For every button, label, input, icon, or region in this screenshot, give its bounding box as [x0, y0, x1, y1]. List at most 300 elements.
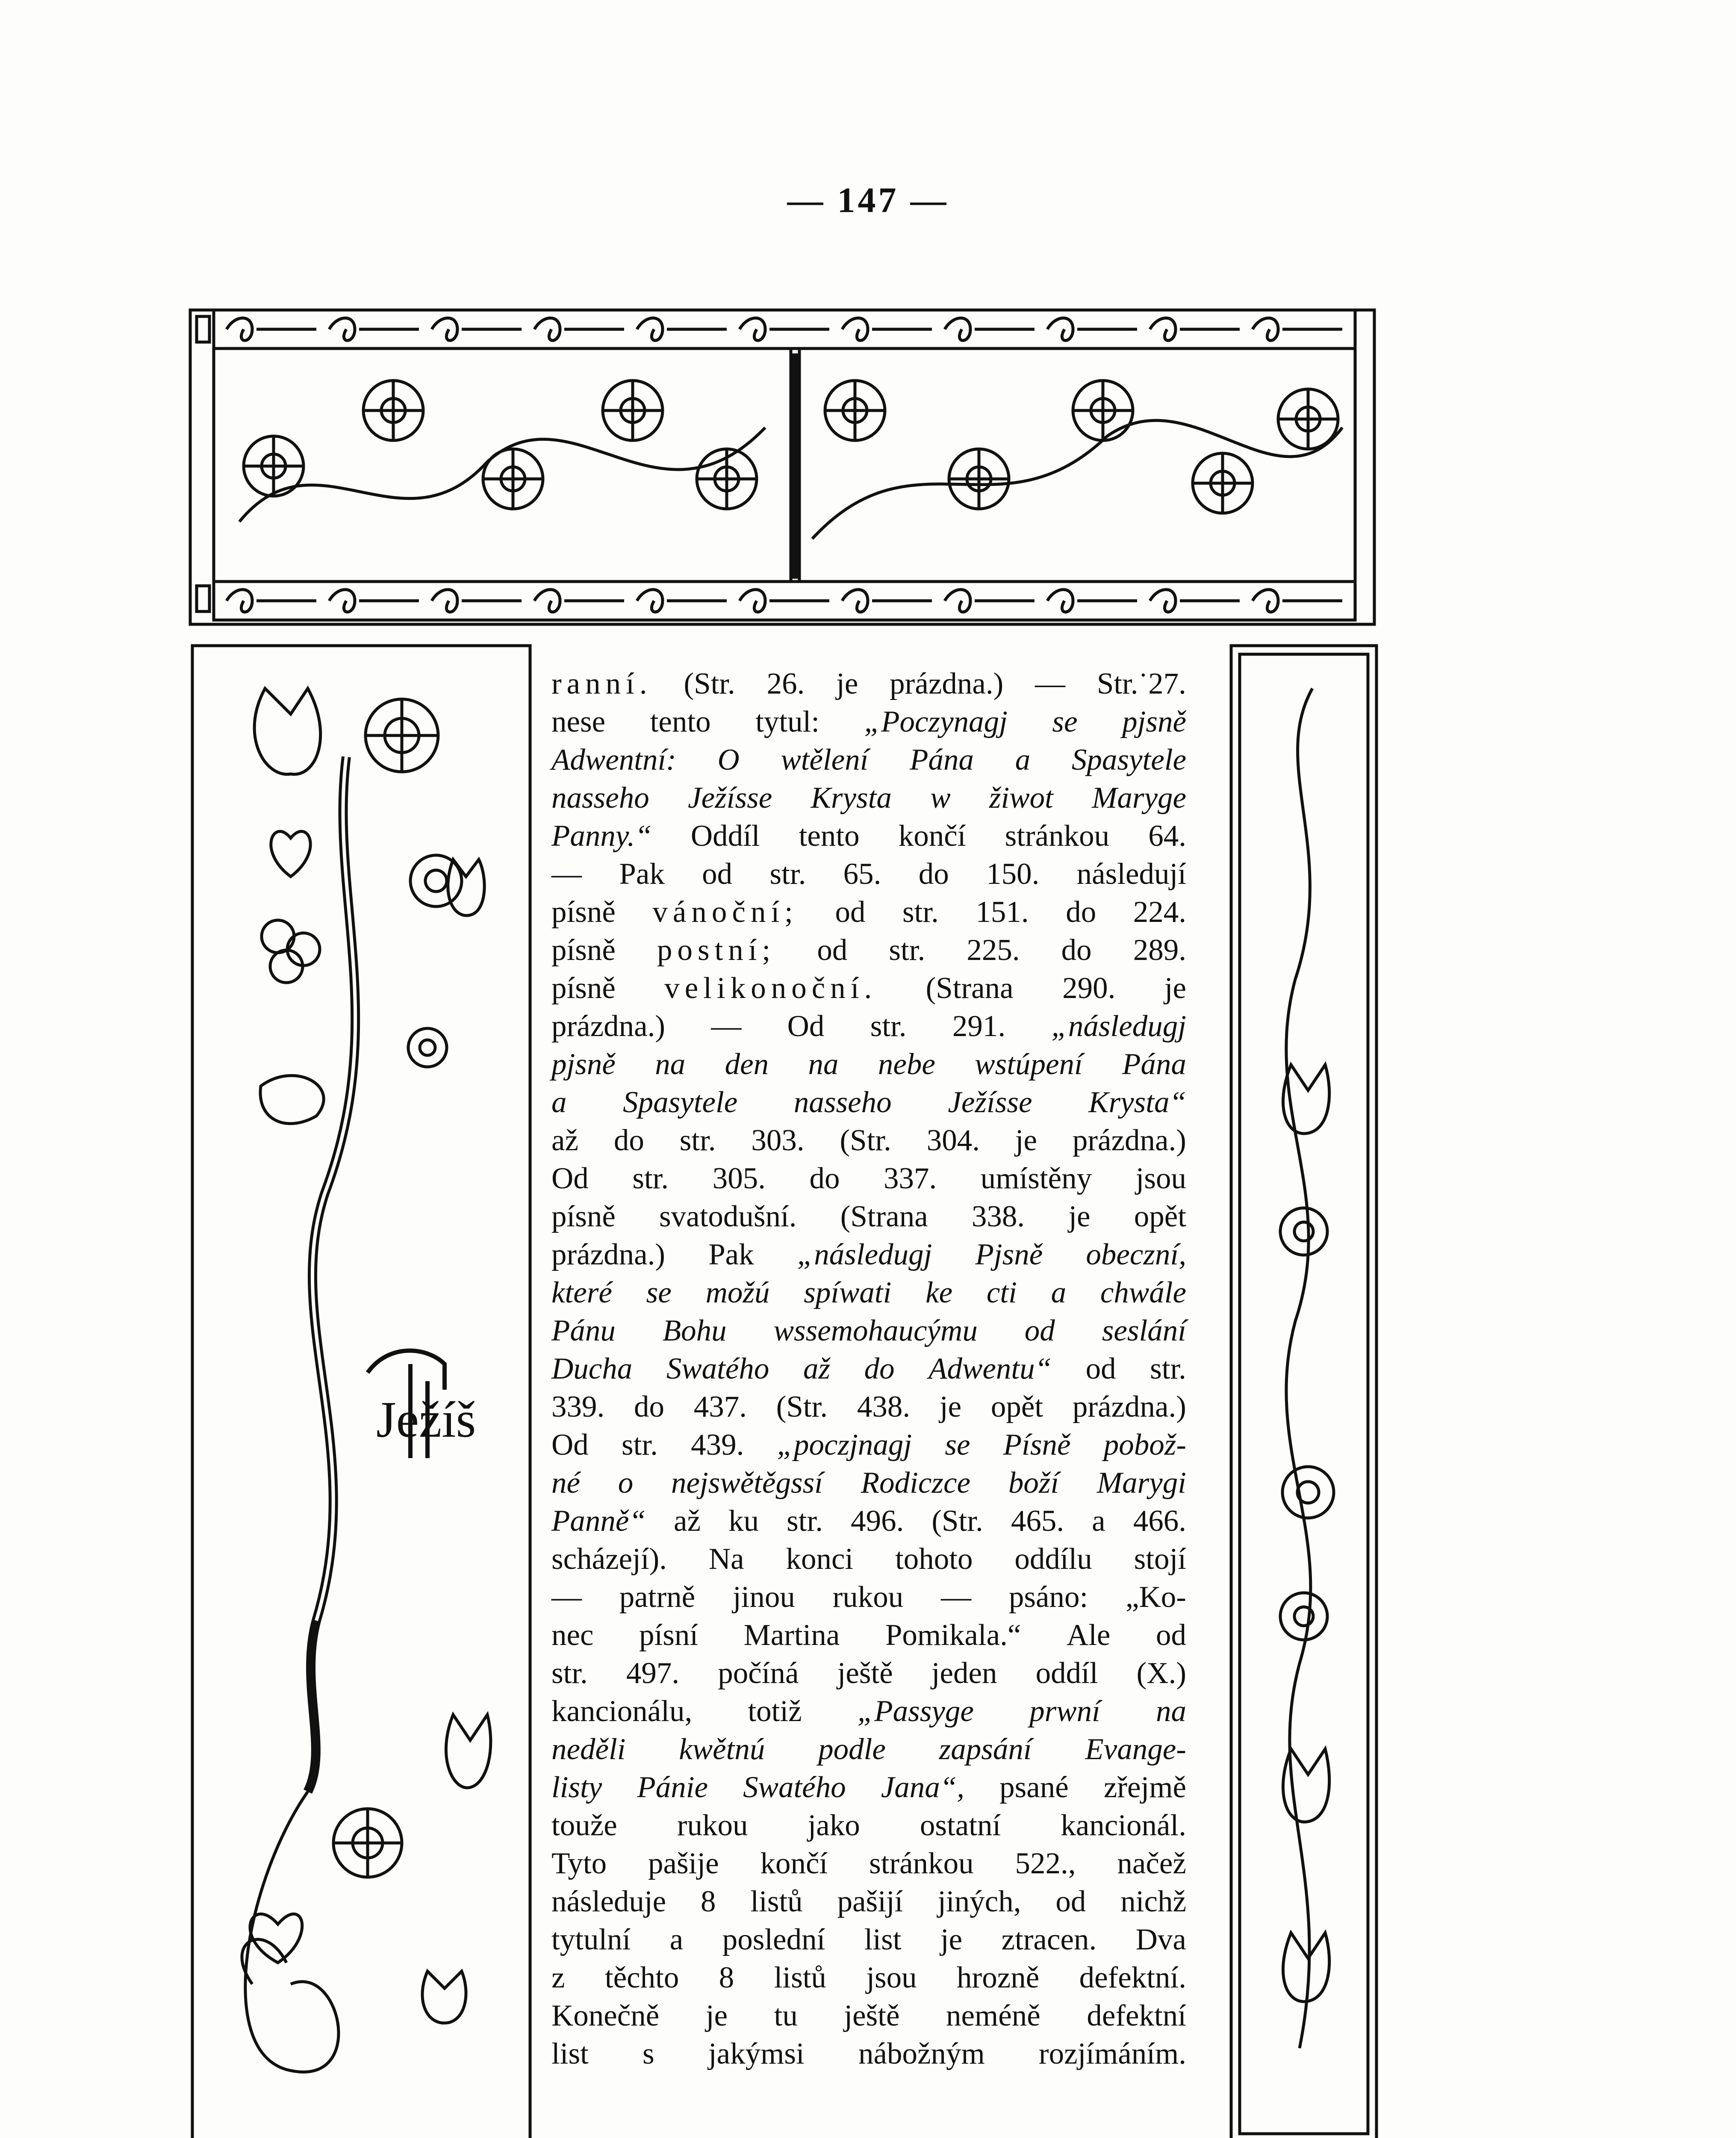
- word: písně: [551, 895, 616, 929]
- word: od: [835, 895, 866, 929]
- text-line: [551, 1883, 1186, 1921]
- word: Marygi: [1096, 1466, 1186, 1500]
- word: 150.: [986, 857, 1040, 891]
- word: podle: [818, 1733, 886, 1766]
- word: nasseho: [551, 781, 649, 815]
- word: Pomikala.“: [885, 1618, 1021, 1652]
- text-line: [551, 969, 1186, 1007]
- scroll-icon: [432, 590, 522, 612]
- word: „následugj: [797, 1238, 932, 1271]
- word: Str.˙27.: [1096, 667, 1186, 700]
- square-corner-icon: [197, 586, 209, 611]
- text-line: [551, 855, 1186, 893]
- scroll-icon: [637, 590, 727, 612]
- word: Swatého: [743, 1771, 846, 1804]
- text-line: [551, 1654, 1186, 1692]
- word: až: [551, 1124, 579, 1157]
- word: Jana“,: [881, 1771, 965, 1804]
- word: do: [1061, 933, 1092, 967]
- text-line: [551, 1769, 1186, 1807]
- word: Oddíl: [690, 819, 760, 853]
- word: jsou: [1135, 1162, 1186, 1195]
- word: jeden: [931, 1657, 997, 1690]
- word: Krysta: [811, 781, 892, 815]
- word: jako: [808, 1809, 860, 1842]
- word: 438.: [857, 1390, 911, 1423]
- word: do: [864, 1352, 895, 1385]
- text-line: [551, 1388, 1186, 1426]
- word: je: [1068, 1200, 1091, 1233]
- scroll-icon: [1150, 590, 1240, 612]
- word: jakýmsi: [708, 2037, 805, 2070]
- word: wssemohaucýmu: [773, 1314, 978, 1347]
- word: se: [1052, 705, 1078, 738]
- word: defektní: [1087, 1999, 1186, 2032]
- text-line: [551, 1084, 1186, 1122]
- word: obeczní,: [1086, 1238, 1186, 1271]
- word: boží: [1008, 1466, 1059, 1500]
- word: (Str.: [776, 1390, 828, 1423]
- word: tento: [799, 819, 860, 853]
- tulip-icon: [603, 381, 663, 440]
- text-line: [551, 1616, 1186, 1654]
- word: Od: [551, 1162, 589, 1195]
- word: stránkou: [1005, 819, 1110, 853]
- word: načež: [1117, 1847, 1186, 1880]
- text-line: [551, 1502, 1186, 1540]
- word: Pána: [910, 743, 974, 777]
- word: a: [551, 1086, 567, 1119]
- text-line: [551, 1730, 1186, 1769]
- word: písně: [551, 1200, 616, 1233]
- word: až: [803, 1352, 831, 1385]
- word: opět: [1134, 1200, 1186, 1233]
- word: 65.: [843, 857, 881, 891]
- word: následuje: [551, 1885, 666, 1918]
- word: 522.,: [1015, 1847, 1076, 1880]
- flower-icon: [1280, 1593, 1327, 1640]
- word: Konečně: [551, 1999, 660, 2032]
- text-line: [551, 1426, 1186, 1464]
- word: Písně: [1003, 1428, 1071, 1462]
- word: 439.: [691, 1428, 744, 1462]
- word: s: [643, 2037, 654, 2070]
- scroll-icon: [637, 318, 727, 341]
- word: 291.: [952, 1010, 1006, 1043]
- word: ke: [925, 1276, 953, 1309]
- word: 338.: [971, 1200, 1025, 1233]
- word: str.: [787, 1504, 823, 1538]
- word: Bohu: [662, 1314, 727, 1347]
- text-line: [551, 1845, 1186, 1883]
- word: zapsání: [939, 1733, 1032, 1766]
- word: Spasytele: [623, 1086, 738, 1119]
- word: listy: [551, 1771, 602, 1804]
- word: patrně: [619, 1580, 696, 1614]
- word: stojí: [1134, 1542, 1186, 1576]
- word: str.: [769, 857, 806, 891]
- word: Adwentu“: [928, 1352, 1052, 1385]
- word: defektní.: [1079, 1961, 1186, 1994]
- text-line: [551, 1997, 1186, 2035]
- word: stránkou: [869, 1847, 974, 1880]
- word: Spasytele: [1071, 743, 1186, 777]
- scroll-icon: [534, 590, 624, 612]
- word: touže: [551, 1809, 617, 1842]
- word: velikonoční.: [664, 972, 877, 1005]
- word: hrozně: [957, 1961, 1040, 1994]
- word: prázdna.): [551, 1238, 666, 1271]
- word: na: [1155, 1695, 1186, 1728]
- word: —: [711, 1010, 742, 1043]
- word: poslední: [722, 1923, 825, 1956]
- word: ještě: [837, 1657, 893, 1690]
- word: končí: [898, 819, 966, 853]
- word: pašijí: [837, 1885, 903, 1918]
- flower-icon: [365, 699, 438, 772]
- top-ornamental-border: [188, 299, 1376, 633]
- heart-leaf-icon: [271, 831, 310, 877]
- word: 8: [701, 1885, 716, 1918]
- text-line: [551, 1274, 1186, 1312]
- word: seslání: [1102, 1314, 1186, 1347]
- word: Panně“: [551, 1504, 646, 1538]
- text-line: [551, 1007, 1186, 1045]
- flower-icon: [408, 1028, 447, 1067]
- flower-icon: [1193, 453, 1253, 513]
- text-line: [551, 893, 1186, 931]
- word: 437.: [693, 1390, 747, 1423]
- word: 466.: [1133, 1504, 1186, 1538]
- word: 339.: [551, 1390, 605, 1423]
- word: opět: [990, 1390, 1043, 1423]
- word: Pána: [1122, 1048, 1186, 1081]
- text-line: [551, 1122, 1186, 1160]
- word: které: [551, 1276, 612, 1309]
- word: Maryge: [1092, 781, 1186, 815]
- word: ztracen.: [1001, 1923, 1097, 1956]
- text-line: [551, 1921, 1186, 1959]
- text-line: [551, 1692, 1186, 1730]
- word: 303.: [751, 1124, 805, 1157]
- word: a: [1015, 743, 1031, 777]
- word: tytul:: [755, 705, 820, 738]
- word: nec: [551, 1618, 594, 1652]
- scroll-icon: [1253, 590, 1342, 612]
- word: o: [618, 1466, 634, 1500]
- text-line: [551, 1959, 1186, 1997]
- word: z: [551, 1961, 565, 1994]
- word: Ježísse: [688, 781, 772, 815]
- tulip-icon: [422, 1971, 466, 2023]
- word: je: [705, 1999, 728, 2032]
- word: na: [655, 1048, 686, 1081]
- word: tento: [650, 705, 711, 738]
- word: str.: [551, 1657, 588, 1690]
- monogram-text: Ježíš: [376, 1391, 476, 1448]
- word: kwětnú: [679, 1733, 765, 1766]
- word: pjsně: [551, 1048, 616, 1081]
- word: (Str.: [684, 667, 735, 700]
- tulip-icon: [1073, 381, 1133, 440]
- word: prázdna.): [1072, 1124, 1186, 1157]
- tulip-icon: [448, 859, 484, 915]
- scroll-icon: [227, 590, 316, 612]
- scroll-icon: [329, 590, 419, 612]
- word: tu: [774, 1999, 798, 2032]
- word: 465.: [1011, 1504, 1064, 1538]
- flower-icon: [1282, 1467, 1334, 1518]
- word: oddílu: [1014, 1542, 1092, 1576]
- scroll-icon: [329, 318, 419, 341]
- tulip-icon: [446, 1715, 490, 1788]
- word: se: [945, 1428, 970, 1462]
- square-corner-icon: [197, 316, 209, 342]
- word: ještě: [844, 1999, 900, 2032]
- text-line: [551, 1807, 1186, 1845]
- word: list: [551, 2037, 589, 2070]
- word: Panny.“: [551, 819, 652, 853]
- scroll-icon: [534, 318, 624, 341]
- word: písní: [639, 1618, 699, 1652]
- scroll-icon: [740, 318, 829, 341]
- word: 225.: [967, 933, 1020, 967]
- word: 8: [719, 1961, 734, 1994]
- word: do: [613, 1124, 644, 1157]
- word: rukou: [832, 1580, 904, 1614]
- word: totiž: [748, 1695, 802, 1728]
- word: žiwot: [989, 781, 1053, 815]
- text-line: [551, 1312, 1186, 1350]
- word: ostatní: [920, 1809, 1001, 1842]
- word: scházejí).: [551, 1542, 667, 1576]
- scroll-icon: [945, 318, 1035, 341]
- word: wtělení: [781, 743, 869, 777]
- word: listů: [750, 1885, 803, 1918]
- scroll-icon: [1047, 590, 1137, 612]
- scroll-icon: [842, 318, 932, 341]
- word: prázdna.): [1072, 1390, 1186, 1423]
- left-floral-panel: [188, 637, 534, 2138]
- word: do: [918, 857, 949, 891]
- word: se: [646, 1276, 672, 1309]
- word: kancionál.: [1061, 1809, 1186, 1842]
- tulip-icon: [363, 381, 423, 440]
- word: nábožným: [858, 2037, 985, 2070]
- text-line: [551, 703, 1186, 741]
- word: od: [1085, 1352, 1116, 1385]
- grape-icon: [262, 920, 320, 983]
- word: pjsně: [1122, 705, 1186, 738]
- word: 305.: [712, 1162, 766, 1195]
- word: prwní: [1029, 1695, 1100, 1728]
- word: (X.): [1136, 1657, 1186, 1690]
- word: „Ko-: [1125, 1580, 1186, 1614]
- word: (Str.: [931, 1504, 983, 1538]
- word: je: [836, 667, 858, 700]
- word: str.: [632, 1162, 669, 1195]
- scroll-icon: [1150, 318, 1240, 341]
- flower-icon: [1280, 1208, 1327, 1255]
- word: „následugj: [1051, 1010, 1186, 1043]
- word: str.: [1150, 1352, 1186, 1385]
- scroll-icon: [740, 590, 829, 612]
- text-line: [551, 741, 1186, 779]
- text-line: [551, 931, 1186, 969]
- word: Ducha: [551, 1352, 633, 1385]
- text-line: [551, 2035, 1186, 2073]
- text-line: [551, 1540, 1186, 1578]
- word: konci: [786, 1542, 854, 1576]
- word: w: [930, 781, 951, 815]
- word: je: [1164, 972, 1186, 1005]
- word: 224.: [1133, 895, 1186, 929]
- word: Pánie: [637, 1771, 708, 1804]
- word: od: [1055, 1885, 1086, 1918]
- word: prázdna.): [551, 1010, 666, 1043]
- word: Ježísse: [948, 1086, 1032, 1119]
- scroll-icon: [432, 318, 522, 341]
- word: Ale: [1066, 1618, 1111, 1652]
- word: Tyto: [551, 1847, 607, 1880]
- word: nichž: [1120, 1885, 1186, 1918]
- word: Evange-: [1085, 1733, 1186, 1766]
- word: —: [1035, 667, 1066, 700]
- word: str.: [889, 933, 925, 967]
- word: psané: [999, 1771, 1069, 1804]
- word: umístěny: [980, 1162, 1092, 1195]
- text-line: [551, 665, 1186, 703]
- word: prázdna.): [890, 667, 1004, 700]
- word: —: [551, 1580, 582, 1614]
- word: těchto: [604, 1961, 679, 1994]
- word: rozjímáním.: [1038, 2037, 1186, 2070]
- word: 289.: [1133, 933, 1186, 967]
- word: nasseho: [793, 1086, 892, 1119]
- word: vánoční;: [652, 895, 798, 929]
- word: oddíl: [1035, 1657, 1098, 1690]
- text-line: [551, 817, 1186, 855]
- word: str.: [870, 1010, 907, 1043]
- word: (Strana: [840, 1200, 928, 1233]
- text-line: [551, 1350, 1186, 1388]
- word: od: [1155, 1618, 1186, 1652]
- word: následují: [1076, 857, 1186, 891]
- word: od: [1024, 1314, 1055, 1347]
- word: Martina: [743, 1618, 840, 1652]
- word: tohoto: [895, 1542, 973, 1576]
- word: svatodušní.: [659, 1200, 797, 1233]
- text-line: [551, 1464, 1186, 1502]
- word: Rodiczce: [861, 1466, 971, 1500]
- word: jiných,: [937, 1885, 1021, 1918]
- text-line: [551, 1578, 1186, 1616]
- text-line: [551, 1160, 1186, 1198]
- scroll-icon: [1253, 318, 1342, 341]
- tulip-icon: [825, 381, 885, 440]
- word: počíná: [718, 1657, 799, 1690]
- word: „Passyge: [857, 1695, 974, 1728]
- word: (Str.: [840, 1124, 891, 1157]
- word: Krysta“: [1088, 1086, 1186, 1119]
- word: Pánu: [551, 1314, 616, 1347]
- word: ranní.: [551, 667, 652, 700]
- word: wstúpení: [975, 1048, 1083, 1081]
- right-floral-panel: [1227, 637, 1381, 2138]
- word: nese: [551, 705, 606, 738]
- word: Adwentní:: [551, 743, 676, 777]
- word: 337.: [884, 1162, 937, 1195]
- word: neděli: [551, 1733, 626, 1766]
- word: str.: [622, 1428, 658, 1462]
- word: písně: [551, 972, 616, 1005]
- word: psáno:: [1008, 1580, 1088, 1614]
- word: 151.: [976, 895, 1029, 929]
- word: a: [1092, 1504, 1105, 1538]
- word: od: [817, 933, 848, 967]
- text-line: [551, 1198, 1186, 1236]
- word: zřejmě: [1103, 1771, 1186, 1804]
- scroll-icon: [227, 318, 316, 341]
- word: 497.: [626, 1657, 680, 1690]
- body-text-column: [551, 665, 1186, 2073]
- word: postní;: [657, 933, 776, 967]
- word: „Poczynagj: [864, 705, 1008, 738]
- tulip-icon: [254, 688, 321, 774]
- word: chwále: [1100, 1276, 1186, 1309]
- scroll-icon: [945, 590, 1035, 612]
- flower-icon: [333, 1809, 402, 1877]
- word: str.: [679, 1124, 716, 1157]
- word: O: [717, 743, 740, 777]
- word: písně: [551, 933, 616, 967]
- word: Swatého: [666, 1352, 769, 1385]
- word: pobož-: [1103, 1428, 1186, 1462]
- word: 304.: [926, 1124, 980, 1157]
- word: nebe: [878, 1048, 935, 1081]
- word: cti: [986, 1276, 1017, 1309]
- word: 290.: [1062, 972, 1116, 1005]
- word: Na: [708, 1542, 744, 1576]
- scroll-icon: [1047, 318, 1137, 341]
- word: str.: [902, 895, 939, 929]
- word: —: [941, 1580, 972, 1614]
- word: a: [1051, 1276, 1067, 1309]
- word: jinou: [732, 1580, 795, 1614]
- flower-icon: [949, 449, 1009, 509]
- word: pašije: [648, 1847, 719, 1880]
- word: listů: [774, 1961, 826, 1994]
- word: —: [551, 857, 582, 891]
- scroll-icon: [842, 590, 932, 612]
- word: Pak: [619, 857, 665, 891]
- word: nejswětěgssí: [671, 1466, 823, 1500]
- word: list: [864, 1923, 902, 1956]
- word: a: [669, 1923, 684, 1956]
- word: Od: [551, 1428, 589, 1462]
- word: né: [551, 1466, 581, 1500]
- word: je: [1015, 1124, 1037, 1157]
- word: do: [634, 1390, 664, 1423]
- word: je: [939, 1390, 962, 1423]
- word: spíwati: [804, 1276, 892, 1309]
- text-line: [551, 779, 1186, 817]
- word: je: [940, 1923, 963, 1956]
- scroll-border-icon: [227, 318, 1342, 612]
- word: Pak: [708, 1238, 754, 1271]
- word: Pjsně: [975, 1238, 1043, 1271]
- word: „poczjnagj: [777, 1428, 912, 1462]
